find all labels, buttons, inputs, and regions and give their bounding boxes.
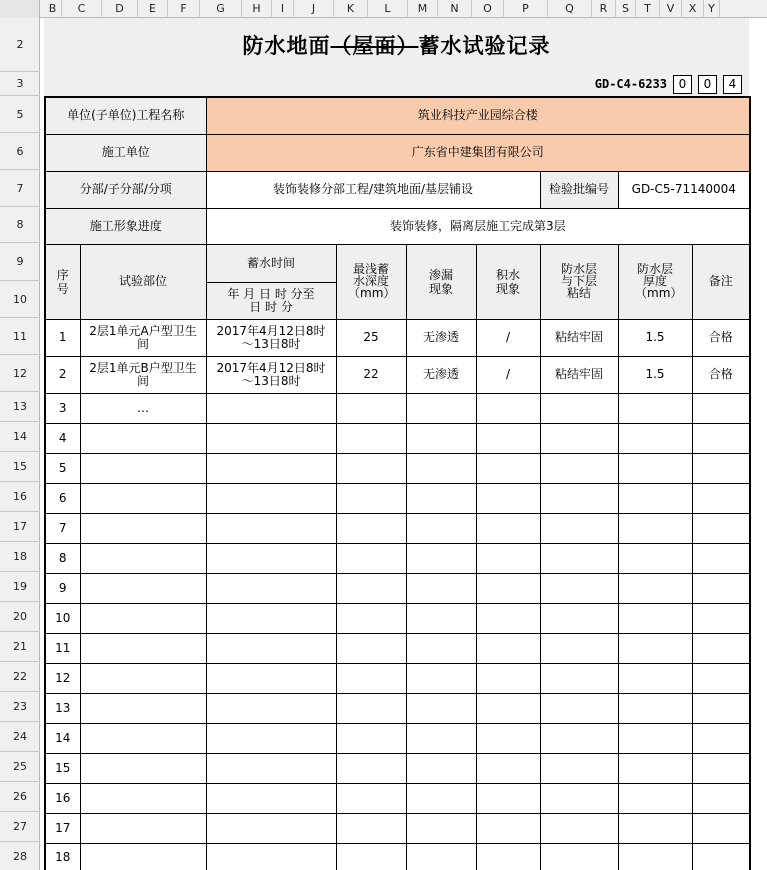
cell-seq[interactable]: 16 [45,783,80,813]
cell-thickness[interactable] [618,753,692,783]
cell-pond[interactable] [476,603,540,633]
row-header-14[interactable]: 14 [0,422,40,452]
cell-pond[interactable] [476,693,540,723]
column-header-c[interactable]: C [62,0,102,18]
cell-thickness[interactable]: 1.5 [618,356,692,393]
cell-bond[interactable] [540,723,618,753]
cell-bond[interactable] [540,453,618,483]
cell-leak[interactable] [406,663,476,693]
cell-bond[interactable] [540,813,618,843]
header-location: 试验部位 [80,244,206,319]
cell-time[interactable] [206,633,336,663]
column-header-r[interactable]: R [592,0,616,18]
cell-leak[interactable] [406,453,476,483]
title-rest: 蓄水试验记录 [418,34,551,58]
cell-leak[interactable] [406,513,476,543]
cell-depth[interactable] [336,423,406,453]
cell-remark[interactable] [692,573,750,603]
cell-seq[interactable]: 11 [45,633,80,663]
cell-bond[interactable] [540,393,618,423]
cell-time[interactable] [206,543,336,573]
form-code: GD-C4-6233 [594,77,667,91]
row-header-10[interactable]: 10 [0,281,40,318]
row-header-17[interactable]: 17 [0,512,40,542]
cell-thickness[interactable] [618,783,692,813]
row-header-16[interactable]: 16 [0,482,40,512]
cell-time[interactable] [206,783,336,813]
column-header-q[interactable]: Q [548,0,592,18]
cell-leak[interactable] [406,633,476,663]
cell-thickness[interactable] [618,453,692,483]
cell-depth[interactable] [336,483,406,513]
cell-remark[interactable] [692,393,750,423]
table-row [45,723,750,753]
cell-leak[interactable] [406,693,476,723]
cell-depth[interactable] [336,603,406,633]
table-row [45,573,750,603]
cell-leak[interactable] [406,543,476,573]
row-header-27[interactable]: 27 [0,812,40,842]
cell-location[interactable] [80,693,206,723]
table-row [45,319,750,356]
cell-seq[interactable]: 9 [45,573,80,603]
cell-leak[interactable] [406,753,476,783]
cell-thickness[interactable] [618,813,692,843]
row-header-6[interactable]: 6 [0,133,40,170]
cell-bond[interactable] [540,843,618,870]
cell-remark[interactable] [692,603,750,633]
table-row [45,453,750,483]
cell-thickness[interactable] [618,633,692,663]
select-all-corner[interactable] [0,0,40,18]
cell-location[interactable] [80,753,206,783]
cell-thickness[interactable] [618,603,692,633]
table-row [45,753,750,783]
cell-leak[interactable]: 无渗透 [406,356,476,393]
header-time-sub: 年 月 日 时 分至 日 时 分 [206,282,336,319]
cell-seq[interactable]: 18 [45,843,80,870]
row-header-8[interactable]: 8 [0,207,40,243]
cell-time[interactable] [206,693,336,723]
cell-depth[interactable] [336,693,406,723]
cell-leak[interactable] [406,483,476,513]
cell-bond[interactable] [540,483,618,513]
cell-remark[interactable] [692,753,750,783]
cell-location[interactable] [80,453,206,483]
cell-leak[interactable]: 无渗透 [406,319,476,356]
row-header-22[interactable]: 22 [0,662,40,692]
cell-thickness[interactable] [618,693,692,723]
cell-leak[interactable] [406,573,476,603]
cell-depth[interactable] [336,633,406,663]
column-header-x[interactable]: X [682,0,704,18]
cell-thickness[interactable]: 1.5 [618,319,692,356]
cell-time[interactable] [206,393,336,423]
cell-location[interactable] [80,423,206,453]
cell-remark[interactable]: 合格 [692,356,750,393]
cell-pond[interactable] [476,483,540,513]
cell-remark[interactable] [692,663,750,693]
cell-leak[interactable] [406,813,476,843]
cell-location[interactable] [80,603,206,633]
table-row [45,843,750,870]
table-row [45,543,750,573]
cell-time[interactable] [206,453,336,483]
cell-depth[interactable] [336,753,406,783]
header-seq: 序号 [45,244,80,319]
cell-location[interactable] [80,783,206,813]
row-header-28[interactable]: 28 [0,842,40,870]
cell-seq[interactable]: 4 [45,423,80,453]
cell-pond[interactable] [476,663,540,693]
cell-seq[interactable]: 14 [45,723,80,753]
cell-time[interactable] [206,723,336,753]
cell-bond[interactable] [540,603,618,633]
table-row [45,356,750,393]
table-row [45,513,750,543]
row-header-20[interactable]: 20 [0,602,40,632]
cell-depth[interactable] [336,543,406,573]
cell-location[interactable] [80,663,206,693]
cell-depth[interactable]: 22 [336,356,406,393]
header-leak: 渗漏现象 [406,244,476,319]
cell-seq[interactable]: 12 [45,663,80,693]
cell-location[interactable] [80,633,206,663]
cell-pond[interactable] [476,783,540,813]
title-struck: （屋面） [330,34,419,58]
cell-remark[interactable] [692,453,750,483]
cell-thickness[interactable] [618,573,692,603]
cell-pond[interactable] [476,813,540,843]
cell-bond[interactable] [540,693,618,723]
header-time: 蓄水时间 [206,244,336,282]
table-row [45,783,750,813]
title-band[interactable] [44,18,749,72]
cell-location[interactable]: 2层1单元A户型卫生间 [80,319,206,356]
row-header-26[interactable]: 26 [0,782,40,812]
cell-time[interactable] [206,603,336,633]
project-value[interactable]: 筑业科技产业园综合楼 [206,97,750,134]
cell-seq[interactable]: 3 [45,393,80,423]
cell-seq[interactable]: 6 [45,483,80,513]
code-band[interactable] [44,72,749,96]
cell-thickness[interactable] [618,723,692,753]
cell-depth[interactable] [336,843,406,870]
cell-remark[interactable] [692,543,750,573]
cell-depth[interactable] [336,453,406,483]
progress-label: 施工形象进度 [45,208,206,244]
cell-location[interactable] [80,843,206,870]
cell-time[interactable] [206,813,336,843]
column-header-k[interactable]: K [334,0,368,18]
cell-bond[interactable] [540,753,618,783]
cell-thickness[interactable] [618,483,692,513]
cell-thickness[interactable] [618,393,692,423]
header-thickness: 防水层厚度（mm） [618,244,692,319]
column-header-o[interactable]: O [472,0,504,18]
row-header-23[interactable]: 23 [0,692,40,722]
row-header-15[interactable]: 15 [0,452,40,482]
row-header-21[interactable]: 21 [0,632,40,662]
cell-thickness[interactable] [618,513,692,543]
cell-time[interactable] [206,573,336,603]
row-header-18[interactable]: 18 [0,542,40,572]
cell-remark[interactable] [692,813,750,843]
cell-leak[interactable] [406,603,476,633]
row-header-5[interactable]: 5 [0,96,40,133]
cell-bond[interactable] [540,543,618,573]
cell-leak[interactable] [406,423,476,453]
row-header-7[interactable]: 7 [0,170,40,207]
cell-remark[interactable] [692,483,750,513]
progress-value[interactable]: 装饰装修，隔离层施工完成第3层 [206,208,750,244]
cell-remark[interactable] [692,693,750,723]
cell-pond[interactable] [476,423,540,453]
cell-pond[interactable]: / [476,356,540,393]
table-row [45,483,750,513]
cell-bond[interactable]: 粘结牢固 [540,319,618,356]
cell-pond[interactable] [476,723,540,753]
cell-thickness[interactable] [618,423,692,453]
section-value[interactable]: 装饰装修分部工程/建筑地面/基层铺设 [206,171,540,208]
cell-pond[interactable] [476,513,540,543]
project-label: 单位(子单位)工程名称 [45,97,206,134]
cell-bond[interactable] [540,783,618,813]
cell-seq[interactable]: 1 [45,319,80,356]
table-row [45,393,750,423]
record-table [44,96,751,870]
cell-location[interactable] [80,573,206,603]
batch-value[interactable]: GD-C5-71140004 [618,171,750,208]
cell-seq[interactable]: 10 [45,603,80,633]
section-label: 分部/子分部/分项 [45,171,206,208]
row-header-19[interactable]: 19 [0,572,40,602]
column-header-l[interactable]: L [368,0,408,18]
cell-location[interactable] [80,543,206,573]
column-header-j[interactable]: J [294,0,334,18]
cell-leak[interactable] [406,783,476,813]
cell-time[interactable] [206,483,336,513]
column-header-d[interactable]: D [102,0,138,18]
cell-pond[interactable] [476,633,540,663]
cell-pond[interactable]: / [476,319,540,356]
row-header-bar [0,18,40,870]
cell-time[interactable]: 2017年4月12日8时 ～13日8时 [206,356,336,393]
cell-leak[interactable] [406,843,476,870]
cell-bond[interactable] [540,663,618,693]
header-depth: 最浅蓄水深度（mm） [336,244,406,319]
cell-thickness[interactable] [618,663,692,693]
row-header-2[interactable]: 2 [0,18,40,72]
sheet-area [44,18,767,870]
column-header-i[interactable]: I [272,0,294,18]
cell-time[interactable] [206,843,336,870]
column-header-p[interactable]: P [504,0,548,18]
row-header-24[interactable]: 24 [0,722,40,752]
header-remark: 备注 [692,244,750,319]
cell-bond[interactable] [540,423,618,453]
cell-seq[interactable]: 13 [45,693,80,723]
cell-location[interactable] [80,483,206,513]
column-header-e[interactable]: E [138,0,168,18]
cell-remark[interactable] [692,843,750,870]
cell-time[interactable] [206,753,336,783]
code-box-2[interactable]: 0 [698,75,717,94]
builder-value[interactable]: 广东省中建集团有限公司 [206,134,750,171]
code-box-1[interactable]: 0 [673,75,692,94]
row-header-13[interactable]: 13 [0,392,40,422]
form-title [243,30,551,60]
column-header-v[interactable]: V [660,0,682,18]
row-header-11[interactable]: 11 [0,318,40,355]
cell-time[interactable]: 2017年4月12日8时 ～13日8时 [206,319,336,356]
column-header-h[interactable]: H [242,0,272,18]
cell-bond[interactable] [540,573,618,603]
table-row [45,693,750,723]
cell-depth[interactable] [336,813,406,843]
cell-remark[interactable] [692,723,750,753]
cell-seq[interactable]: 8 [45,543,80,573]
cell-remark[interactable] [692,423,750,453]
cell-seq[interactable]: 15 [45,753,80,783]
column-header-s[interactable]: S [616,0,636,18]
cell-remark[interactable] [692,633,750,663]
cell-leak[interactable] [406,393,476,423]
table-row [45,663,750,693]
cell-pond[interactable] [476,573,540,603]
cell-thickness[interactable] [618,843,692,870]
cell-pond[interactable] [476,843,540,870]
cell-location[interactable] [80,813,206,843]
cell-thickness[interactable] [618,543,692,573]
header-bond: 防水层与下层粘结 [540,244,618,319]
cell-seq[interactable]: 2 [45,356,80,393]
cell-bond[interactable] [540,513,618,543]
column-header-m[interactable]: M [408,0,438,18]
cell-depth[interactable] [336,513,406,543]
table-row [45,813,750,843]
column-header-bar [0,0,767,18]
cell-seq[interactable]: 7 [45,513,80,543]
header-pond: 积水现象 [476,244,540,319]
row-header-12[interactable]: 12 [0,355,40,392]
cell-location[interactable]: … [80,393,206,423]
cell-seq[interactable]: 5 [45,453,80,483]
table-row [45,633,750,663]
cell-time[interactable] [206,513,336,543]
cell-location[interactable] [80,723,206,753]
cell-location[interactable] [80,513,206,543]
row-header-3[interactable]: 3 [0,72,40,96]
table-row [45,603,750,633]
cell-remark[interactable] [692,513,750,543]
column-header-y[interactable]: Y [704,0,720,18]
cell-remark[interactable] [692,783,750,813]
cell-time[interactable] [206,663,336,693]
cell-depth[interactable] [336,783,406,813]
row-header-9[interactable]: 9 [0,243,40,281]
builder-label: 施工单位 [45,134,206,171]
title-main: 防水地面 [242,34,331,58]
cell-bond[interactable]: 粘结牢固 [540,356,618,393]
cell-leak[interactable] [406,723,476,753]
cell-remark[interactable]: 合格 [692,319,750,356]
cell-depth[interactable] [336,723,406,753]
row-header-25[interactable]: 25 [0,752,40,782]
cell-pond[interactable] [476,543,540,573]
cell-pond[interactable] [476,393,540,423]
cell-pond[interactable] [476,453,540,483]
cell-depth[interactable] [336,663,406,693]
column-header-g[interactable]: G [200,0,242,18]
table-row [45,423,750,453]
code-box-3[interactable]: 4 [723,75,742,94]
cell-depth[interactable] [336,573,406,603]
cell-depth[interactable]: 25 [336,319,406,356]
cell-seq[interactable]: 17 [45,813,80,843]
column-header-f[interactable]: F [168,0,200,18]
cell-pond[interactable] [476,753,540,783]
column-header-t[interactable]: T [636,0,660,18]
cell-bond[interactable] [540,633,618,663]
column-header-b[interactable]: B [44,0,62,18]
batch-label: 检验批编号 [540,171,618,208]
cell-time[interactable] [206,423,336,453]
cell-location[interactable]: 2层1单元B户型卫生间 [80,356,206,393]
cell-depth[interactable] [336,393,406,423]
column-header-n[interactable]: N [438,0,472,18]
